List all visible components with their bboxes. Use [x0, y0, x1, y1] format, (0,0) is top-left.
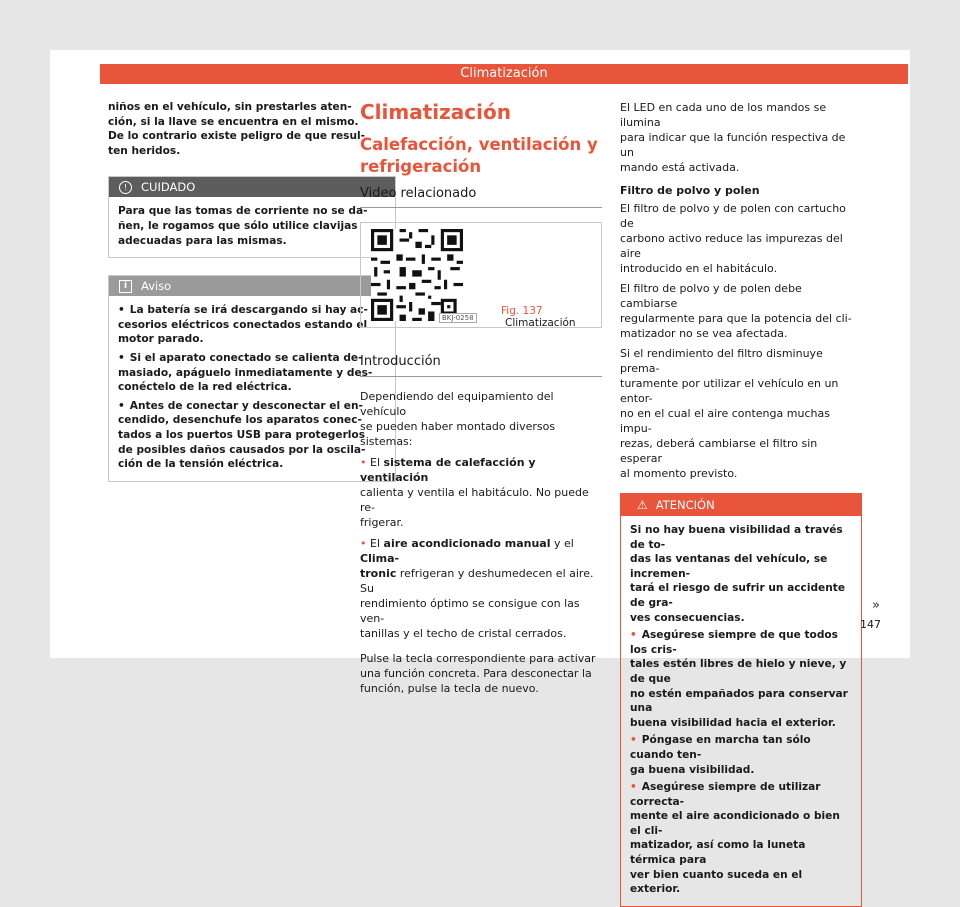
- figure-box: [360, 222, 602, 328]
- qr-code-image[interactable]: [371, 229, 463, 321]
- right-column: [620, 100, 862, 907]
- page-number: 147: [860, 618, 881, 631]
- warning-triangle-icon: ⚠: [637, 498, 648, 512]
- section-subtitle: Calefacción, ventilación y refrigeración: [360, 135, 598, 176]
- aviso-label: Aviso: [141, 279, 172, 294]
- aviso-item: • Si el aparato conectado se calienta de- masiado, apáguelo inmediatamente y des- conéctelo de la red eléctrica.: [118, 351, 386, 395]
- intro-heading-block: [360, 354, 602, 377]
- video-heading-block: [360, 186, 602, 208]
- bullet-text: El: [370, 537, 384, 550]
- bullet-text: calienta y ventila el habitáculo. No puede re- frigerar.: [360, 486, 589, 529]
- video-heading: Video relacionado: [360, 186, 477, 201]
- figure-number[interactable]: Fig. 137: [501, 305, 543, 317]
- figure-caption-text: Climatización: [505, 317, 576, 329]
- aviso-item: • Antes de conectar y desconectar el en- cendido, desenchufe los aparatos conec- tados a los puertos USB para protegerlos de posibles daños causados por la oscila- ción de la tensión eléctrica.: [118, 399, 386, 472]
- bullet-text: refrigeran y deshumedecen el aire. Su rendimiento óptimo se consigue con las ven- tanillas y el techo de cristal cerrados.: [360, 567, 594, 640]
- figure-caption: [501, 305, 601, 329]
- atencion-item: • Póngase en marcha tan sólo cuando ten- ga buena visibilidad.: [630, 733, 852, 777]
- bullet-aircon: [360, 536, 602, 641]
- continue-arrow-icon[interactable]: »: [872, 598, 880, 613]
- filter-heading: Filtro de polvo y polen: [620, 184, 760, 197]
- cuidado-label: CUIDADO: [141, 180, 196, 195]
- closing-paragraph: Pulse la tecla correspondiente para activar una función concreta. Para desconectar la función, pulse la tecla de nuevo.: [360, 652, 596, 695]
- intro-paragraph: Dependiendo del equipamiento del vehículo se pueden haber montado diversos sistemas:: [360, 390, 556, 448]
- bullet-dot: •: [360, 537, 370, 550]
- bullet-heating: [360, 455, 602, 530]
- atencion-item: • Asegúrese siempre de utilizar correcta- mente el aire acondicionado o bien el cli- matizador, así como la luneta térmica para ver bien cuanto suceda en el exterior.: [630, 780, 852, 897]
- atencion-item: • Asegúrese siempre de que todos los cris- tales estén libres de hielo y nieve, y de que no estén empañados para conservar una buena visibilidad hacia el exterior.: [630, 628, 852, 730]
- info-circle-icon: !: [119, 181, 132, 194]
- atencion-header: [621, 494, 861, 516]
- aviso-box: [108, 275, 396, 482]
- bullet-text: El: [370, 456, 384, 469]
- bullet-text: y el: [550, 537, 574, 550]
- aviso-item: • La batería se irá descargando si hay ac- cesorios eléctricos conectados estando el motor parado.: [118, 303, 386, 347]
- intro-bold-text: niños en el vehículo, sin prestarles aten- ción, si la llave se encuentra en el mismo. De lo contrario existe peligro de que resul- ten heridos.: [108, 101, 366, 157]
- bullet-bold: Clima- tronic: [360, 552, 400, 580]
- middle-column: [360, 100, 602, 696]
- atencion-intro: Si no hay buena visibilidad a través de to- das las ventanas del vehículo, se incremen- tará el riesgo de sufrir un accidente de gra- ves consecuencias.: [630, 524, 846, 624]
- atencion-box: [620, 493, 862, 907]
- left-column: [108, 100, 396, 482]
- bullet-bold: aire acondicionado manual: [383, 537, 551, 550]
- page-header: [100, 64, 908, 84]
- figure-code: BKJ-0258: [439, 313, 477, 323]
- bullet-bold: sistema de calefacción y ventilación: [360, 456, 536, 484]
- section-title: Climatización: [360, 100, 511, 124]
- filter-paragraph-1: El filtro de polvo y de polen con cartucho de carbono activo reduce las impurezas del aire introducido en el habitáculo.: [620, 202, 846, 275]
- aviso-header: [109, 276, 395, 296]
- cuidado-text: Para que las tomas de corriente no se da- ñen, le rogamos que sólo utilice clavijas adecuadas para las mismas.: [118, 205, 368, 247]
- intro-heading: Introducción: [360, 354, 441, 369]
- atencion-label: ATENCIÓN: [655, 498, 715, 512]
- header-title: Climatización: [460, 66, 548, 81]
- cuidado-header: [109, 177, 395, 197]
- page: [50, 50, 910, 896]
- filter-paragraph-3: Si el rendimiento del filtro disminuye prema- turamente por utilizar el vehículo en un entor- no en el cual el aire contenga muchas impu- rezas, deberá cambiarse el filtro sin esperar al momento previsto.: [620, 347, 839, 480]
- info-icon: i: [119, 280, 132, 293]
- led-paragraph: El LED en cada uno de los mandos se ilumina para indicar que la función respectiva de un mando está activada.: [620, 101, 846, 174]
- cuidado-box: [108, 176, 396, 258]
- filter-paragraph-2: El filtro de polvo y de polen debe cambiarse regularmente para que la potencia del cli- matizador no se vea afectada.: [620, 282, 852, 340]
- bullet-dot: •: [360, 456, 370, 469]
